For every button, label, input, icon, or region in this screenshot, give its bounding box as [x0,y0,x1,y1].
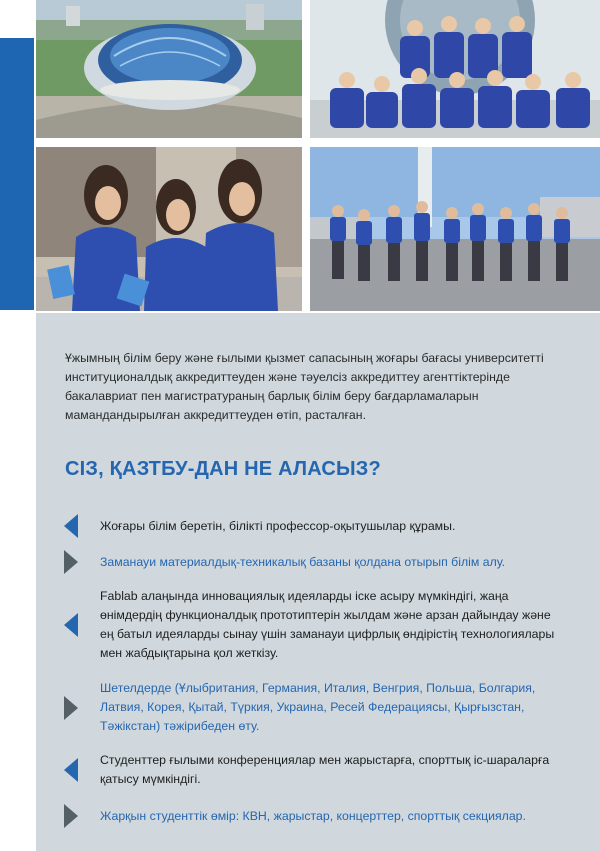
section-heading: СІЗ, ҚАЗТБУ-ДАН НЕ АЛАСЫЗ? [65,458,381,480]
benefit-item [64,751,564,789]
benefit-item [64,804,564,828]
benefit-item [64,550,564,574]
benefit-text: Жарқын студенттік өмір: КВН, жарыстар, концерттер, спорттық секциялар. [100,808,526,823]
benefit-text: Заманауи материалдық-техникалық базаны қолдана отырып білім алу. [100,554,506,569]
benefit-text: Шетелдерде (Ұлыбритания, Германия, Италия, Венгрия, Польша, Болгария, Латвия, Корея, Қытай, Түркия, Украина, Ресей Федерациясы, Қырғызстан, Тәжікстан) тәжірибеден өту. [100,681,536,733]
benefit-item [64,587,564,663]
arrow-right-icon [64,550,78,574]
benefit-item [64,679,564,736]
benefit-item [64,514,564,538]
arrow-left-icon [64,514,78,538]
photo-sphere-building-aerial [36,0,302,138]
arrow-left-icon [64,758,78,782]
photo-students-walking-square [310,147,600,311]
arrow-right-icon [64,696,78,720]
benefit-text: Жоғары білім беретін, білікті профессор-оқытушылар құрамы. [100,518,456,533]
arrow-right-icon [64,804,78,828]
arrow-left-icon [64,613,78,637]
intro-paragraph: Ұжымның білім беру және ғылыми қызмет сапасының жоғары бағасы университетті институционалдық аккредиттеуден және тәуелсіз аккредиттеу агенттіктерінде бакалавриат пен магистратураның барлық білім беру бағдарламаларын мамандандырылған аккредиттеуден өтіп, расталған. [65,351,544,422]
photo-three-students-with-flags [36,147,302,311]
benefit-text: Студенттер ғылыми конференциялар мен жарыстарға, спорттық іс-шараларға қатысу мүмкіндігі. [100,753,550,786]
benefit-text: Fablab алаңында инновациялық идеяларды іске асыру мүмкіндігі, жаңа өнімдердің функционалдық прототиптерін жылдам және арзан дайындау және ең батыл идеяларды сынау үшін заманауи цифрлық өндірістің технологиялары мен жабдықтарына қол жеткізу. [100,589,555,660]
blue-side-tab [0,38,34,310]
photo-students-group-at-sphere [310,0,600,138]
